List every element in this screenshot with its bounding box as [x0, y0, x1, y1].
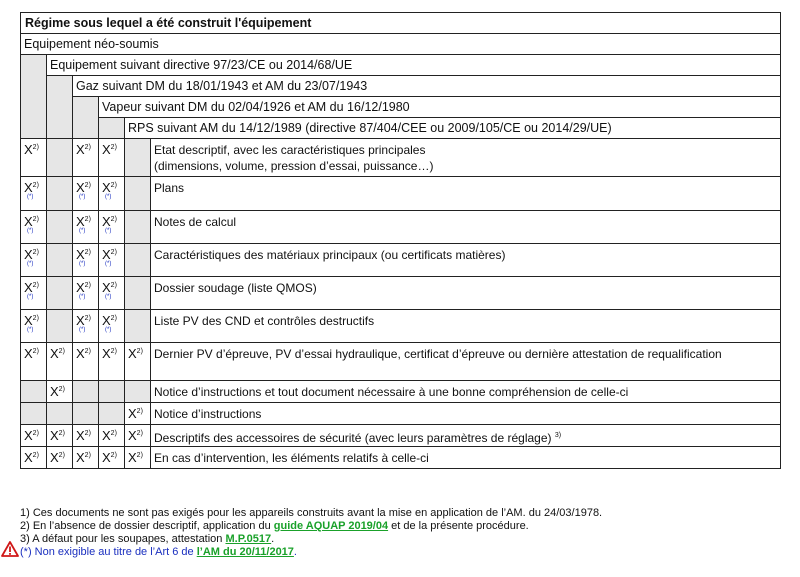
table-row — [21, 343, 781, 381]
x-mark-note: 2) — [58, 452, 65, 459]
asterisk-mark: (*) — [79, 194, 86, 200]
x-mark: X — [76, 180, 85, 195]
x-mark-note: 2) — [136, 430, 143, 437]
regime-cell — [47, 447, 73, 469]
document-description — [151, 403, 781, 425]
footnote-1-text: 1) Ces documents ne sont pas exigés pour les appareils construits avant la mise en application de l’AM. du 24/03/1978. — [20, 507, 603, 519]
regime-cell — [47, 139, 73, 177]
column-header-5: RPS suivant AM du 14/12/1989 (directive 87/404/CEE ou 2009/105/CE ou 2014/29/UE) — [125, 118, 781, 139]
footnote-3-text: 3) A défaut pour les soupapes, attestation — [20, 533, 226, 545]
document-description — [151, 277, 781, 310]
asterisk-mark: (*) — [79, 228, 86, 234]
x-mark: X — [102, 247, 111, 262]
x-mark-note: 2) — [32, 430, 39, 437]
x-mark: X — [24, 180, 33, 195]
regime-cell — [47, 343, 73, 381]
x-mark: X — [128, 406, 137, 421]
x-mark-note: 2) — [110, 144, 117, 151]
column-header-3: Gaz suivant DM du 18/01/1943 et AM du 23/07/1943 — [73, 76, 781, 97]
footnote-2-text: 2) En l’absence de dossier descriptif, application du — [20, 520, 274, 532]
regime-cell — [73, 277, 99, 310]
x-mark: X — [24, 247, 33, 262]
x-mark-note: 2) — [84, 282, 91, 289]
document-description — [151, 310, 781, 343]
x-mark: X — [76, 214, 85, 229]
x-mark-note: 2) — [32, 348, 39, 355]
x-mark-note: 2) — [58, 348, 65, 355]
asterisk-mark: (*) — [27, 327, 34, 333]
regime-cell — [99, 403, 125, 425]
document-description-text: Descriptifs des accessoires de sécurité (avec leurs paramètres de réglage) — [154, 431, 552, 445]
table-row — [21, 447, 781, 469]
regime-cell — [99, 277, 125, 310]
x-mark-note: 2) — [110, 216, 117, 223]
x-mark: X — [50, 428, 59, 443]
x-mark: X — [76, 247, 85, 262]
warning-triangle-icon — [1, 541, 19, 557]
asterisk-mark: (*) — [105, 261, 112, 267]
document-description-text: Caractéristiques des matériaux principaux (ou certificats matières) — [154, 248, 506, 262]
regime-cell — [73, 177, 99, 211]
x-mark-note: 2) — [32, 216, 39, 223]
x-mark: X — [24, 346, 33, 361]
table-row — [21, 139, 781, 177]
regime-cell — [21, 447, 47, 469]
x-mark: X — [76, 428, 85, 443]
regime-cell — [125, 343, 151, 381]
x-mark: X — [102, 280, 111, 295]
x-mark-note: 2) — [136, 348, 143, 355]
regime-cell — [47, 403, 73, 425]
x-mark-note: 2) — [32, 249, 39, 256]
x-mark-note: 2) — [84, 144, 91, 151]
x-mark: X — [24, 450, 33, 465]
regime-cell — [47, 277, 73, 310]
x-mark: X — [102, 313, 111, 328]
document-description — [151, 211, 781, 244]
regime-cell — [99, 177, 125, 211]
document-description-text: Plans — [154, 181, 185, 195]
regime-cell — [21, 211, 47, 244]
x-mark: X — [76, 142, 85, 157]
header-spacer-4 — [99, 118, 125, 139]
regime-cell — [21, 343, 47, 381]
table-row — [21, 244, 781, 277]
x-mark-note: 2) — [110, 182, 117, 189]
x-mark: X — [128, 428, 137, 443]
regime-cell — [21, 139, 47, 177]
footnote-asterisk-tail: . — [293, 546, 297, 558]
regime-cell — [21, 177, 47, 211]
asterisk-mark: (*) — [27, 294, 34, 300]
header-spacer-2 — [47, 76, 73, 139]
regime-cell — [21, 244, 47, 277]
regime-cell — [47, 381, 73, 403]
regime-cell — [47, 177, 73, 211]
x-mark-note: 2) — [136, 408, 143, 415]
x-mark-note: 2) — [84, 315, 91, 322]
x-mark-note: 2) — [110, 348, 117, 355]
asterisk-mark: (*) — [105, 294, 112, 300]
x-mark: X — [76, 313, 85, 328]
x-mark-note: 2) — [136, 452, 143, 459]
regime-cell — [21, 403, 47, 425]
x-mark-note: 2) — [84, 430, 91, 437]
x-mark-note: 2) — [32, 182, 39, 189]
regime-cell — [99, 310, 125, 343]
asterisk-mark: (*) — [27, 261, 34, 267]
x-mark-note: 2) — [58, 430, 65, 437]
regime-cell — [125, 381, 151, 403]
regime-cell — [47, 244, 73, 277]
x-mark-note: 2) — [84, 182, 91, 189]
table-row — [21, 277, 781, 310]
x-mark-note: 2) — [58, 386, 65, 393]
regime-cell — [99, 343, 125, 381]
x-mark-note: 2) — [32, 452, 39, 459]
x-mark-note: 2) — [110, 452, 117, 459]
description-note: 3) — [554, 432, 562, 439]
footnote-asterisk — [20, 546, 780, 559]
column-header-1: Equipement néo-soumis — [21, 34, 781, 55]
regime-cell — [99, 381, 125, 403]
x-mark: X — [76, 346, 85, 361]
asterisk-mark: (*) — [105, 194, 112, 200]
x-mark-note: 2) — [84, 249, 91, 256]
table-row — [21, 211, 781, 244]
regime-cell — [47, 425, 73, 447]
document-description-text: Dernier PV d’épreuve, PV d’essai hydraulique, certificat d’épreuve ou dernière attestation de requalification — [154, 347, 722, 361]
x-mark: X — [50, 384, 59, 399]
regime-cell — [125, 139, 151, 177]
table-row — [21, 177, 781, 211]
x-mark: X — [102, 180, 111, 195]
regime-cell — [125, 403, 151, 425]
asterisk-mark: (*) — [79, 327, 86, 333]
x-mark: X — [128, 346, 137, 361]
header-spacer-1 — [21, 55, 47, 139]
document-description — [151, 425, 781, 447]
table-row — [21, 381, 781, 403]
document-description-text: Notes de calcul — [154, 215, 237, 229]
regime-cell — [73, 381, 99, 403]
regime-cell — [47, 211, 73, 244]
regime-cell — [125, 310, 151, 343]
x-mark: X — [24, 428, 33, 443]
asterisk-mark: (*) — [79, 261, 86, 267]
footnote-2-tail: et de la présente procédure. — [388, 520, 529, 532]
document-description-text: Dossier soudage (liste QMOS) — [154, 281, 317, 295]
asterisk-mark: (*) — [79, 294, 86, 300]
footnote-3 — [20, 533, 780, 546]
regime-cell — [99, 244, 125, 277]
regime-cell — [73, 403, 99, 425]
regime-cell — [73, 425, 99, 447]
x-mark: X — [102, 346, 111, 361]
regime-cell — [21, 425, 47, 447]
regime-cell — [21, 277, 47, 310]
document-description-text: Etat descriptif, avec les caractéristiques principales (dimensions, volume, pression d’essai, puissance…) — [154, 143, 434, 173]
x-mark: X — [24, 313, 33, 328]
x-mark-note: 2) — [110, 282, 117, 289]
regime-cell — [99, 425, 125, 447]
regime-cell — [73, 244, 99, 277]
regime-table — [20, 12, 781, 469]
column-header-2: Equipement suivant directive 97/23/CE ou 2014/68/UE — [47, 55, 781, 76]
x-mark-note: 2) — [32, 144, 39, 151]
table-title: Régime sous lequel a été construit l'équipement — [21, 13, 781, 34]
table-row — [21, 403, 781, 425]
x-mark-note: 2) — [84, 348, 91, 355]
x-mark-note: 2) — [110, 430, 117, 437]
x-mark: X — [24, 214, 33, 229]
document-description-text: Notice d’instructions — [154, 407, 262, 421]
x-mark: X — [76, 280, 85, 295]
guide-aquap-link[interactable]: guide AQUAP 2019/04 — [273, 520, 389, 532]
x-mark: X — [24, 142, 33, 157]
footnote-2 — [20, 520, 780, 533]
column-header-4: Vapeur suivant DM du 02/04/1926 et AM du 16/12/1980 — [99, 97, 781, 118]
x-mark: X — [102, 428, 111, 443]
document-description — [151, 244, 781, 277]
regime-cell — [125, 177, 151, 211]
table-row — [21, 425, 781, 447]
x-mark-note: 2) — [84, 452, 91, 459]
footnote-asterisk-text: (*) Non exigible au titre de l’Art 6 de — [20, 546, 197, 558]
am-20-11-2017-link[interactable]: l’AM du 20/11/2017 — [196, 546, 294, 558]
asterisk-mark: (*) — [27, 228, 34, 234]
asterisk-mark: (*) — [105, 327, 112, 333]
regime-cell — [125, 277, 151, 310]
regime-cell — [99, 447, 125, 469]
document-description — [151, 177, 781, 211]
regime-cell — [99, 211, 125, 244]
regime-cell — [73, 343, 99, 381]
regime-cell — [21, 310, 47, 343]
regime-cell — [73, 211, 99, 244]
regime-cell — [125, 244, 151, 277]
x-mark: X — [102, 450, 111, 465]
x-mark: X — [50, 450, 59, 465]
x-mark: X — [50, 346, 59, 361]
x-mark: X — [128, 450, 137, 465]
document-description — [151, 343, 781, 381]
x-mark-note: 2) — [32, 315, 39, 322]
regime-cell — [99, 139, 125, 177]
asterisk-mark: (*) — [105, 228, 112, 234]
document-rows — [21, 139, 781, 469]
mp-0517-link[interactable]: M.P.0517 — [225, 533, 272, 545]
regime-cell — [125, 211, 151, 244]
footnote-1 — [20, 507, 780, 520]
regime-table-container — [20, 12, 780, 469]
x-mark-note: 2) — [110, 315, 117, 322]
footnotes — [20, 507, 780, 559]
document-description-text: Notice d’instructions et tout document nécessaire à une bonne compréhension de celle-ci — [154, 385, 629, 399]
x-mark: X — [102, 214, 111, 229]
x-mark: X — [76, 450, 85, 465]
x-mark-note: 2) — [84, 216, 91, 223]
regime-cell — [73, 310, 99, 343]
x-mark: X — [102, 142, 111, 157]
document-description — [151, 447, 781, 469]
regime-cell — [73, 447, 99, 469]
document-description-text: En cas d’intervention, les éléments relatifs à celle-ci — [154, 451, 429, 465]
header-spacer-3 — [73, 97, 99, 139]
x-mark-note: 2) — [110, 249, 117, 256]
x-mark-note: 2) — [32, 282, 39, 289]
footnote-3-tail: . — [271, 533, 275, 545]
regime-cell — [73, 139, 99, 177]
document-description-text: Liste PV des CND et contrôles destructifs — [154, 314, 375, 328]
x-mark: X — [24, 280, 33, 295]
regime-cell — [21, 381, 47, 403]
document-description — [151, 139, 781, 177]
document-description — [151, 381, 781, 403]
regime-cell — [125, 425, 151, 447]
asterisk-mark: (*) — [27, 194, 34, 200]
regime-cell — [47, 310, 73, 343]
regime-cell — [125, 447, 151, 469]
table-row — [21, 310, 781, 343]
